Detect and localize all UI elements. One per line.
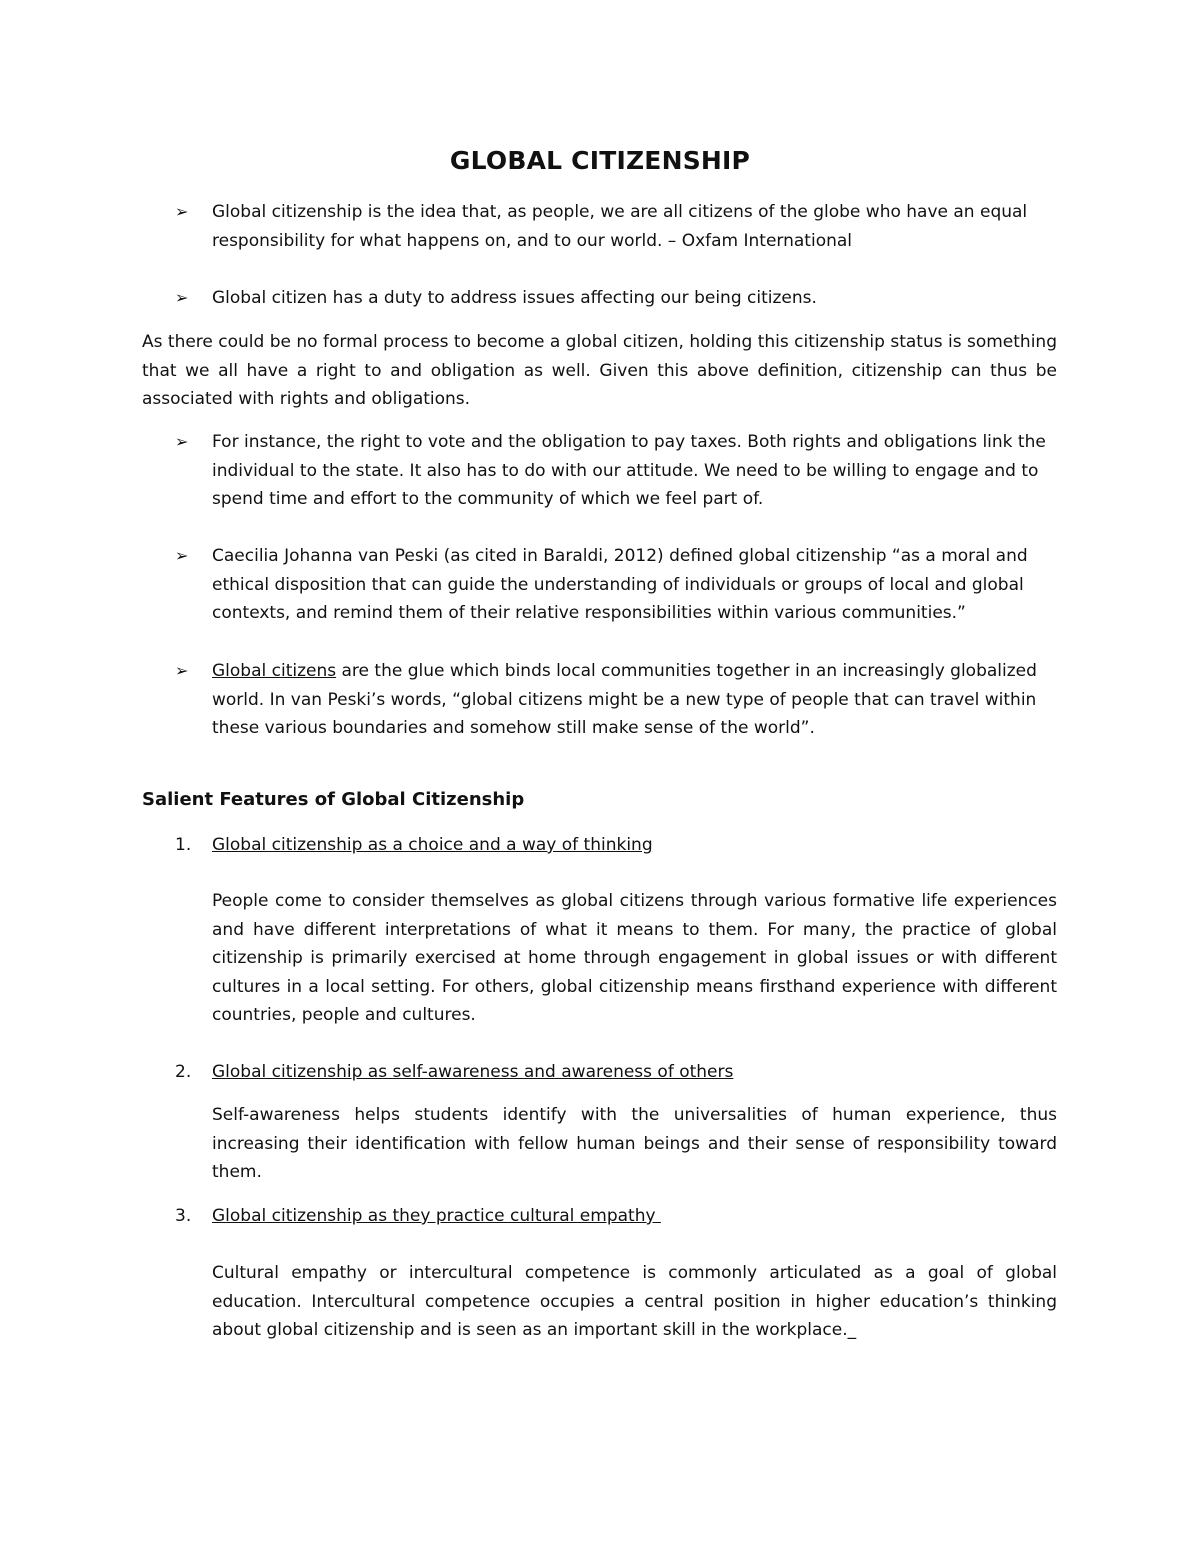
arrow-bullet-icon: ➢ <box>175 432 189 451</box>
bullet-text: Global citizen has a duty to address issues affecting our being citizens. <box>212 288 817 308</box>
arrow-bullet-icon: ➢ <box>175 288 189 307</box>
bullet-item <box>175 428 1065 514</box>
bullet-item <box>175 284 1065 313</box>
underlined-term: Global citizens <box>212 661 337 681</box>
arrow-bullet-icon: ➢ <box>175 661 189 680</box>
bullet-item <box>175 198 1065 255</box>
bullet-item <box>175 542 1065 628</box>
body-paragraph: As there could be no formal process to become a global citizen, holding this citizenship status is something that we all have a right to and obligation as well. Given this above definition, citizenship can thus be associated with rights and obligations. <box>142 332 1057 410</box>
feature-body: People come to consider themselves as global citizens through various formative life experiences and have different interpretations of what it means to them. For many, the practice of global citizenship is primarily exercised at home through engagement in global issues or with different cultures in a local setting. For others, global citizenship means firsthand experience with different countries, people and cultures. <box>212 891 1057 1026</box>
section-heading: Salient Features of Global Citizenship <box>142 789 525 810</box>
feature-heading: Global citizenship as they practice cultural empathy <box>212 1206 661 1226</box>
feature-body: Cultural empathy or intercultural competence is commonly articulated as a goal of global education. Intercultural competence occupies a central position in higher education’s thinking about global citizenship and is seen as an important skill in the workplace._ <box>212 1263 1057 1341</box>
arrow-bullet-icon: ➢ <box>175 202 189 221</box>
bullet-text-rest: are the glue which binds local communities together in an increasingly globalized world. In van Peski’s words, “global citizens might be a new type of people that can travel within these various boundaries and somehow still make sense of the world”. <box>212 661 1037 739</box>
feature-body: Self-awareness helps students identify with the universalities of human experience, thus increasing their identification with fellow human beings and their sense of responsibility toward them. <box>212 1105 1057 1183</box>
arrow-bullet-icon: ➢ <box>175 546 189 565</box>
feature-heading: Global citizenship as a choice and a way of thinking <box>212 835 653 855</box>
bullet-item <box>175 657 1065 743</box>
bullet-text <box>212 657 1057 743</box>
list-number: 1. <box>175 835 192 855</box>
bullet-text: Global citizenship is the idea that, as people, we are all citizens of the globe who have an equal responsibility for what happens on, and to our world. – Oxfam International <box>212 202 1028 251</box>
feature-heading: Global citizenship as self-awareness and awareness of others <box>212 1062 734 1082</box>
list-number: 2. <box>175 1062 192 1082</box>
bullet-text: Caecilia Johanna van Peski (as cited in Baraldi, 2012) defined global citizenship “as a moral and ethical disposition that can guide the understanding of individuals or groups of local and global contexts, and remind them of their relative responsibilities within various communities.” <box>212 546 1028 624</box>
document-title: GLOBAL CITIZENSHIP <box>449 146 751 175</box>
list-number: 3. <box>175 1206 192 1226</box>
bullet-text: For instance, the right to vote and the obligation to pay taxes. Both rights and obligations link the individual to the state. It also has to do with our attitude. We need to be willing to engage and to spend time and effort to the community of which we feel part of. <box>212 432 1046 510</box>
